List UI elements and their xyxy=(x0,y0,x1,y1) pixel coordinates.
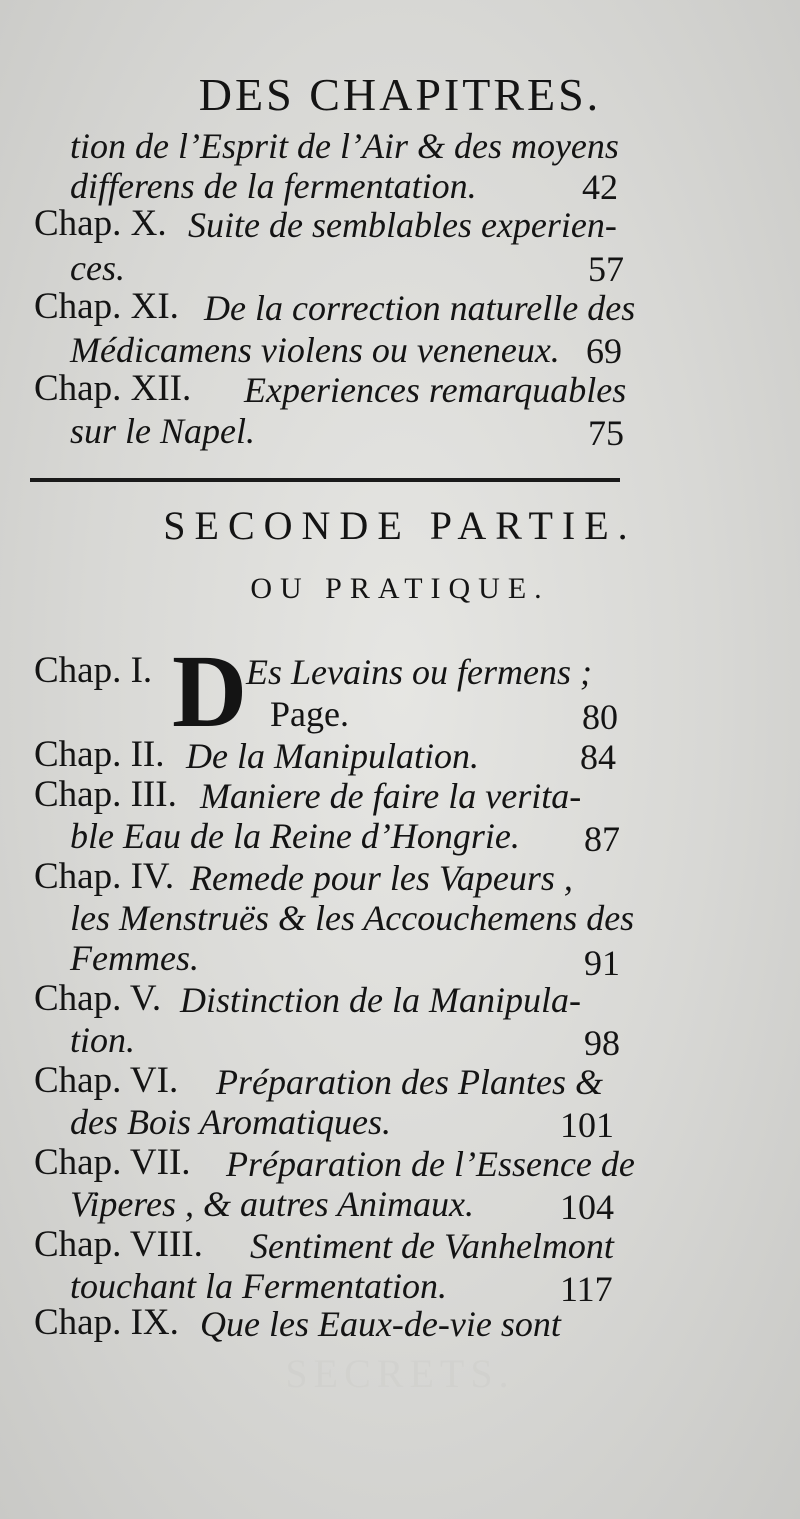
entry-text-line: Remede pour les Vapeurs , xyxy=(190,858,573,898)
page-number: 69 xyxy=(586,331,622,371)
entry-text-line: Médicamens violens ou veneneux. xyxy=(70,330,560,370)
page-number: 101 xyxy=(560,1105,614,1145)
entry-text-line: Maniere de faire la verita- xyxy=(200,776,582,816)
section-divider xyxy=(30,478,620,482)
chapter-label: Chap. V. xyxy=(34,978,162,1019)
chapter-label: Chap. VI. xyxy=(34,1060,179,1101)
entry-text-line: Page. xyxy=(270,694,349,734)
entry-text-line: Suite de semblables experien- xyxy=(188,205,617,245)
page-number: 87 xyxy=(584,819,620,859)
chapter-label: Chap. IX. xyxy=(34,1302,179,1343)
entry-text-line: De la correction naturelle des xyxy=(204,288,636,328)
show-through-catchword: SECRETS. xyxy=(285,1351,515,1396)
entry-text-line: Femmes. xyxy=(70,938,199,978)
chapter-label: Chap. VII. xyxy=(34,1142,191,1183)
entry-text-line: les Menstruës & les Accouchemens des xyxy=(70,898,635,938)
entry-text-line: Que les Eaux-de-vie sont xyxy=(200,1304,561,1344)
part-title: SECONDE PARTIE. xyxy=(163,503,637,548)
chapter-label: Chap. I. xyxy=(34,650,153,691)
chapter-label: Chap. XI. xyxy=(34,286,179,327)
entry-text-line: touchant la Fermentation. xyxy=(70,1266,447,1306)
entry-text-line: ble Eau de la Reine d’Hongrie. xyxy=(70,816,520,856)
page-number: 104 xyxy=(560,1187,614,1227)
page-number: 57 xyxy=(588,249,624,289)
running-head: DES CHAPITRES. xyxy=(198,69,602,120)
entry-text-line: ces. xyxy=(70,248,125,288)
entry-text-line: Viperes , & autres Animaux. xyxy=(70,1184,474,1224)
entry-text-line: tion de l’Esprit de l’Air & des moyens xyxy=(70,126,619,166)
entry-text-line: des Bois Aromatiques. xyxy=(70,1102,391,1142)
entry-text-line: differens de la fermentation. xyxy=(70,166,477,206)
page-number: 117 xyxy=(560,1269,613,1309)
drop-cap: D xyxy=(172,634,248,749)
page-number: 91 xyxy=(584,943,620,983)
entry-text-line: Préparation des Plantes & xyxy=(216,1062,603,1102)
entry-text-line: Sentiment de Vanhelmont xyxy=(250,1226,614,1266)
chapter-label: Chap. II. xyxy=(34,734,165,775)
entry-text-line: Es Levains ou fermens ; xyxy=(246,652,592,692)
entry-text-line: sur le Napel. xyxy=(70,411,255,451)
chapter-label: Chap. X. xyxy=(34,203,167,244)
chapter-label: Chap. VIII. xyxy=(34,1224,203,1265)
entry-text-line: Experiences remarquables xyxy=(244,370,627,410)
part-subtitle: OU PRATIQUE. xyxy=(250,572,550,605)
chapter-label: Chap. IV. xyxy=(34,856,175,897)
entry-text-line: Préparation de l’Essence de xyxy=(226,1144,635,1184)
page-number: 75 xyxy=(588,413,624,453)
page-number: 80 xyxy=(582,697,618,737)
chapter-label: Chap. XII. xyxy=(34,368,192,409)
page-number: 42 xyxy=(582,167,618,207)
entry-text-line: Distinction de la Manipula- xyxy=(180,980,581,1020)
page-number: 84 xyxy=(580,737,616,777)
page-number: 98 xyxy=(584,1023,620,1063)
entry-text-line: tion. xyxy=(70,1020,136,1060)
chapter-label: Chap. III. xyxy=(34,774,177,815)
entry-text-line: De la Manipulation. xyxy=(186,736,479,776)
